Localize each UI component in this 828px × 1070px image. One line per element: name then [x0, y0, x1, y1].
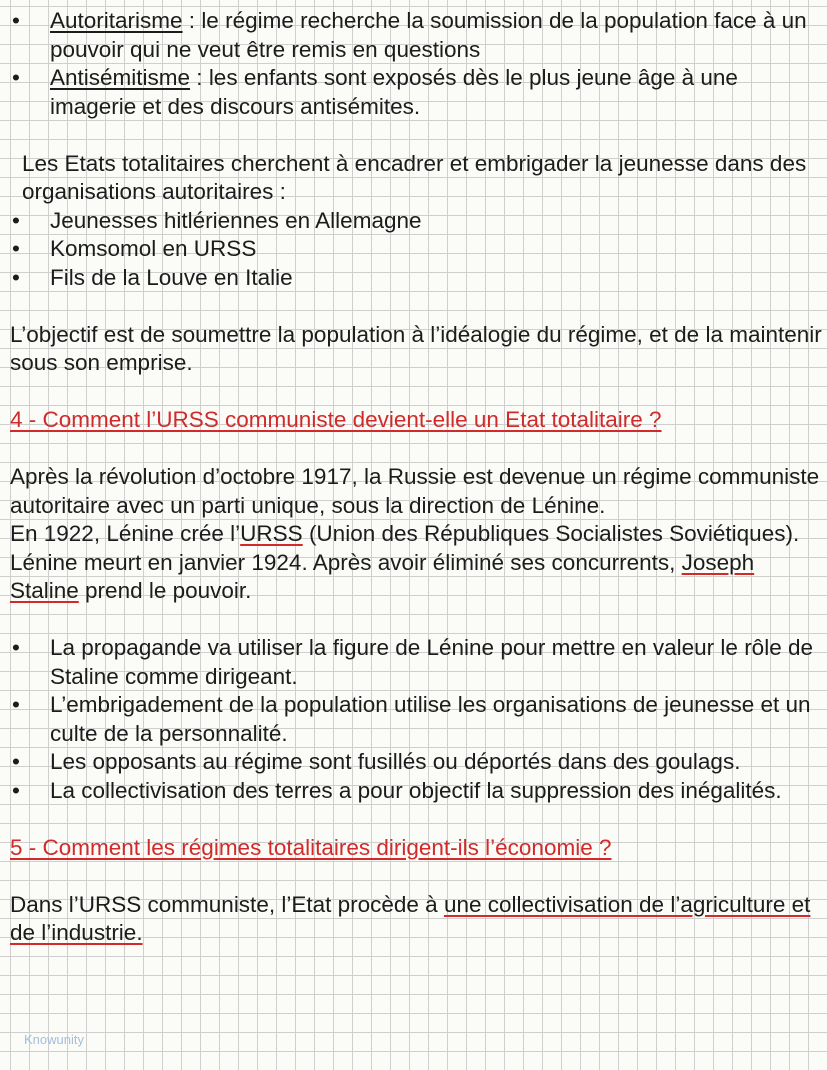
bullet-antisemitisme: • Antisémitisme : les enfants sont exposés dès le plus jeune âge à une imagerie et des discours antisémites.: [10, 64, 822, 121]
bullet-mark: •: [12, 65, 20, 90]
list-item-urss: • La collectivisation des terres a pour objectif la suppression des inégalités.: [12, 777, 782, 803]
paragraph-staline: Lénine meurt en janvier 1924. Après avoir éliminé ses concurrents, Joseph Staline prend le pouvoir.: [10, 549, 755, 603]
list-item-urss: • La propagande va utiliser la figure de Lénine pour mettre en valeur le rôle de Staline comme dirigeant.: [12, 635, 813, 689]
term-antisemitisme: Antisémitisme: [50, 65, 191, 90]
paragraph-collectivisation: Dans l’URSS communiste, l’Etat procède à une collectivisation de l’agriculture et de l’industrie.: [10, 891, 811, 945]
section-heading-5: 5 - Comment les régimes totalitaires dirigent-ils l’économie ?: [10, 834, 612, 860]
definition-antisemitisme: les enfants sont exposés dès le plus jeune âge à une imagerie et des discours antisémites.: [50, 65, 738, 119]
paragraph-revolution: Après la révolution d’octobre 1917, la Russie est devenue un régime communiste autoritaire avec un parti unique, sous la direction de Lénine.: [10, 464, 820, 518]
list-item-urss: • L’embrigadement de la population utilise les organisations de jeunesse et un culte de la personnalité.: [12, 692, 811, 746]
bullet-autoritarisme: • Autoritarisme : le régime recherche la soumission de la population face à un pouvoir qui ne veut être remis en questions: [10, 7, 822, 64]
section-heading-4: 4 - Comment l’URSS communiste devient-elle un Etat totalitaire ?: [10, 407, 662, 432]
term-autoritarisme: Autoritarisme: [50, 8, 183, 33]
list-item-urss: • Les opposants au régime sont fusillés ou déportés dans des goulags.: [12, 749, 741, 774]
definition-autoritarisme: le régime recherche la soumission de la population face à un pouvoir qui ne veut être remis en questions: [50, 8, 807, 62]
paragraph-urss-creation: En 1922, Lénine crée l’URSS (Union des Républiques Socialistes Soviétiques).: [10, 521, 800, 546]
watermark-logo: Knowunity: [24, 1032, 84, 1047]
list-item-org: • Komsomol en URSS: [12, 236, 257, 261]
list-item-org: • Fils de la Louve en Italie: [12, 264, 293, 290]
list-item-org: • Jeunesses hitlériennes en Allemagne: [12, 207, 422, 233]
bullet-mark: •: [12, 8, 20, 33]
paragraph-objectif: L’objectif est de soumettre la population à l’idéalogie du régime, et de la maintenir sous son emprise.: [10, 321, 822, 375]
note-page: [10, 7, 822, 948]
paragraph-jeunesse: Les Etats totalitaires cherchent à encadrer et embrigader la jeunesse dans des organisations autoritaires :: [22, 150, 807, 204]
